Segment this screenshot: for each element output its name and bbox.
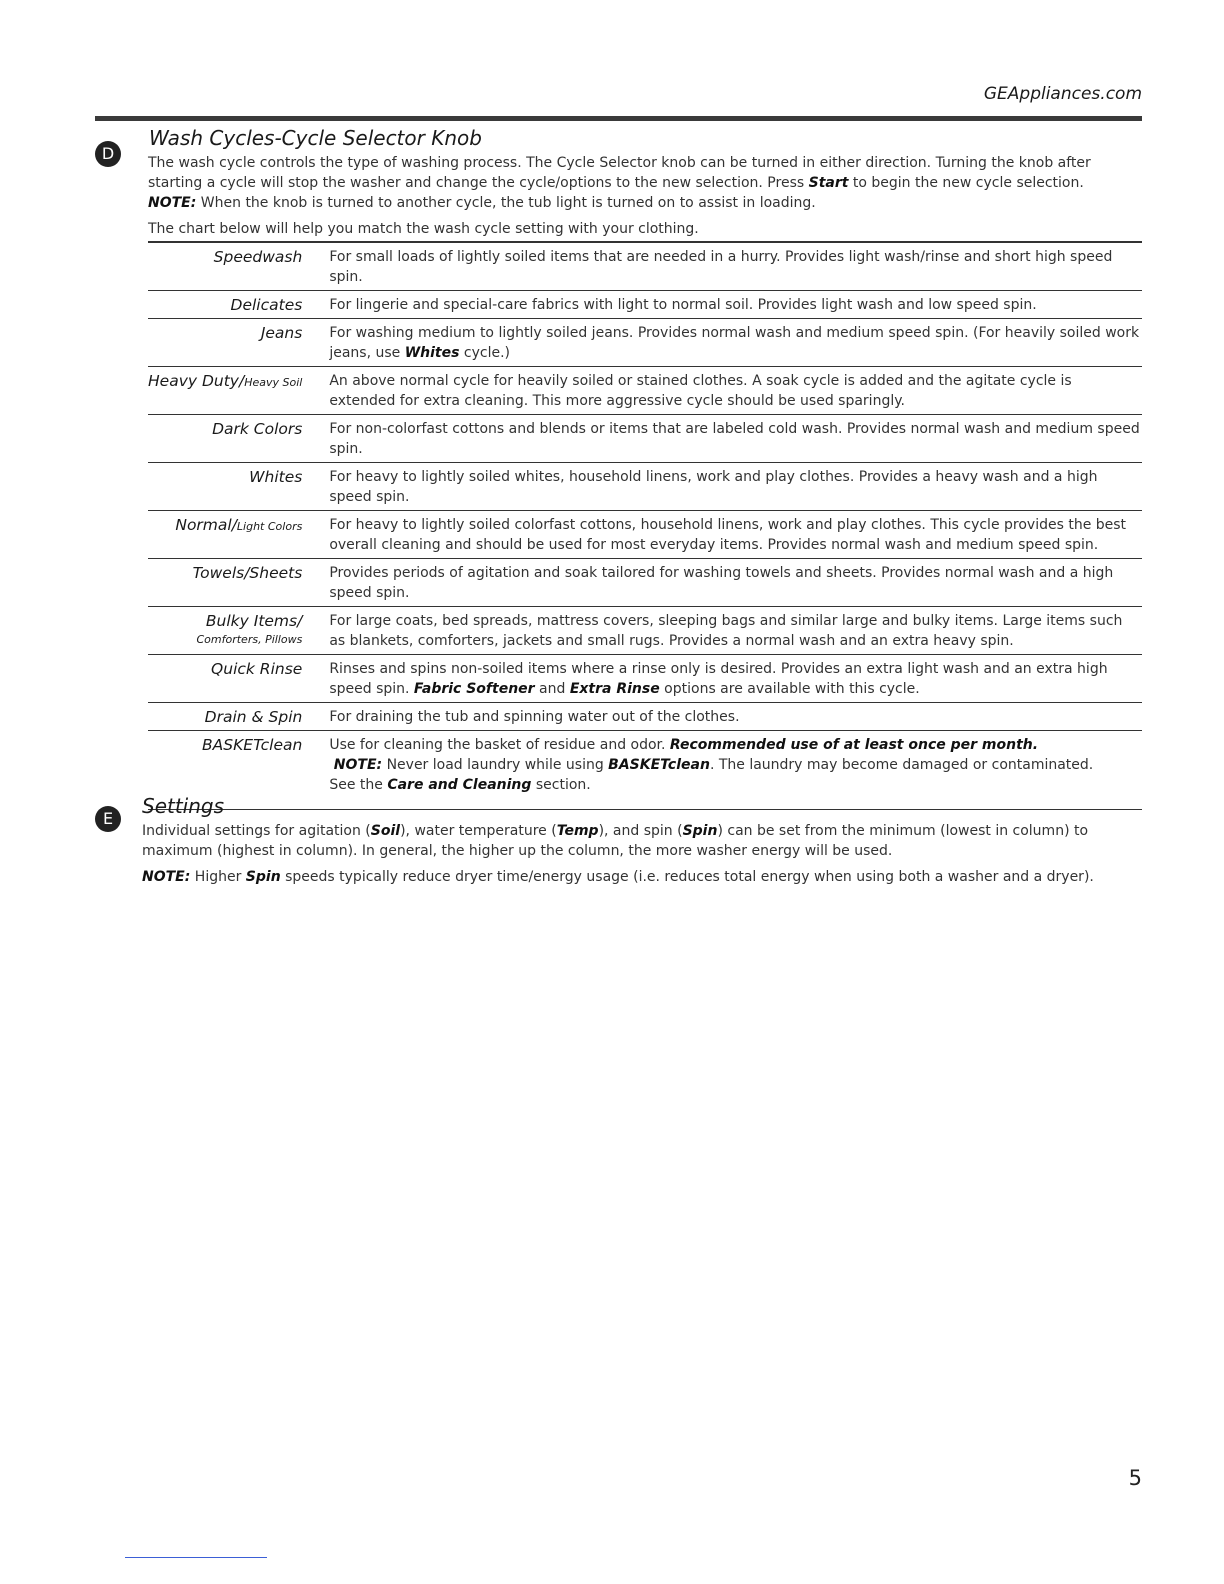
section-d-note: NOTE: When the knob is turned to another cycle, the tub light is turned on to assist in loading. — [148, 195, 816, 211]
cycle-name: Quick Rinse — [148, 655, 329, 703]
header-rule — [95, 116, 1142, 121]
table-row — [148, 463, 1142, 511]
cycle-desc: For heavy to lightly soiled colorfast cottons, household linens, work and play clothes. This cycle provides the best overall cleaning and should be used for most everyday items. Provides normal wash and medium speed spin. — [329, 511, 1142, 559]
cycle-desc: Use for cleaning the basket of residue and odor. Recommended use of at least once per month. NOTE: Never load laundry while using BASKETclean. The laundry may become damaged or contaminated. See the Care and Cleaning section. — [329, 731, 1142, 810]
page-number: 5 — [1128, 1466, 1142, 1490]
cycle-name: Dark Colors — [148, 415, 329, 463]
table-row — [148, 731, 1142, 810]
table-row — [148, 607, 1142, 655]
start-keyword: Start — [808, 175, 849, 191]
cycle-name: Speedwash — [148, 242, 329, 291]
section-e-badge: E — [95, 806, 121, 832]
cycle-desc: Provides periods of agitation and soak tailored for washing towels and sheets. Provides normal wash and a high speed spin. — [329, 559, 1142, 607]
cycle-desc: For lingerie and special-care fabrics with light to normal soil. Provides light wash and low speed spin. — [329, 291, 1142, 319]
cycle-desc: For heavy to lightly soiled whites, household linens, work and play clothes. Provides a heavy wash and a high speed spin. — [329, 463, 1142, 511]
cycle-name: Jeans — [148, 319, 329, 367]
cycle-name: Heavy Duty/Heavy Soil — [148, 367, 329, 415]
table-row — [148, 319, 1142, 367]
cycle-desc: For washing medium to lightly soiled jeans. Provides normal wash and medium speed spin. (For heavily soiled work jeans, use Whites cycle.) — [329, 319, 1142, 367]
cycle-desc: An above normal cycle for heavily soiled or stained clothes. A soak cycle is added and the agitate cycle is extended for extra cleaning. This more aggressive cycle should be used sparingly. — [329, 367, 1142, 415]
table-row — [148, 655, 1142, 703]
cycle-table — [148, 241, 1142, 810]
table-row — [148, 291, 1142, 319]
cycle-name: Bulky Items/ Comforters, Pillows — [148, 607, 329, 655]
settings-note: NOTE: Higher Spin speeds typically reduce dryer time/energy usage (i.e. reduces total energy when using both a washer and a dryer). — [142, 869, 1094, 885]
cycle-desc: For non-colorfast cottons and blends or items that are labeled cold wash. Provides normal wash and medium speed spin. — [329, 415, 1142, 463]
site-url: GEAppliances.com — [983, 84, 1142, 104]
cycle-name: Delicates — [148, 291, 329, 319]
section-d-intro: The wash cycle controls the type of washing process. The Cycle Selector knob can be turned in either direction. Turning the knob after starting a cycle will stop the washer and change the cycle/options to the new selection. Press Start to begin the new cycle selection. — [148, 155, 1091, 191]
table-row — [148, 703, 1142, 731]
cycle-desc: For small loads of lightly soiled items that are needed in a hurry. Provides light wash/rinse and short high speed spin. — [329, 242, 1142, 291]
cycle-desc: For draining the tub and spinning water out of the clothes. — [329, 703, 1142, 731]
section-d-badge: D — [95, 141, 121, 167]
table-row — [148, 367, 1142, 415]
section-e-title: Settings — [142, 794, 225, 818]
footer-line — [125, 1557, 267, 1558]
cycle-name: BASKETclean — [148, 731, 329, 810]
cycle-desc: For large coats, bed spreads, mattress covers, sleeping bags and similar large and bulky items. Large items such as blankets, comforters, jackets and small rugs. Provides a normal wash and an extra heavy spin. — [329, 607, 1142, 655]
cycle-name: Towels/Sheets — [148, 559, 329, 607]
table-row — [148, 242, 1142, 291]
chart-intro: The chart below will help you match the wash cycle setting with your clothing. — [148, 221, 699, 237]
table-row — [148, 559, 1142, 607]
cycle-name: Normal/Light Colors — [148, 511, 329, 559]
cycle-desc: Rinses and spins non-soiled items where a rinse only is desired. Provides an extra light wash and an extra high speed spin. Fabric Softener and Extra Rinse options are available with this cycle. — [329, 655, 1142, 703]
cycle-name: Whites — [148, 463, 329, 511]
table-row — [148, 511, 1142, 559]
settings-description: Individual settings for agitation (Soil), water temperature (Temp), and spin (Spin) can be set from the minimum (lowest in column) to maximum (highest in column). In general, the higher up the column, the more washer energy will be used. — [142, 823, 1089, 859]
cycle-name: Drain & Spin — [148, 703, 329, 731]
table-row — [148, 415, 1142, 463]
section-d-title: Wash Cycles-Cycle Selector Knob — [149, 126, 482, 150]
